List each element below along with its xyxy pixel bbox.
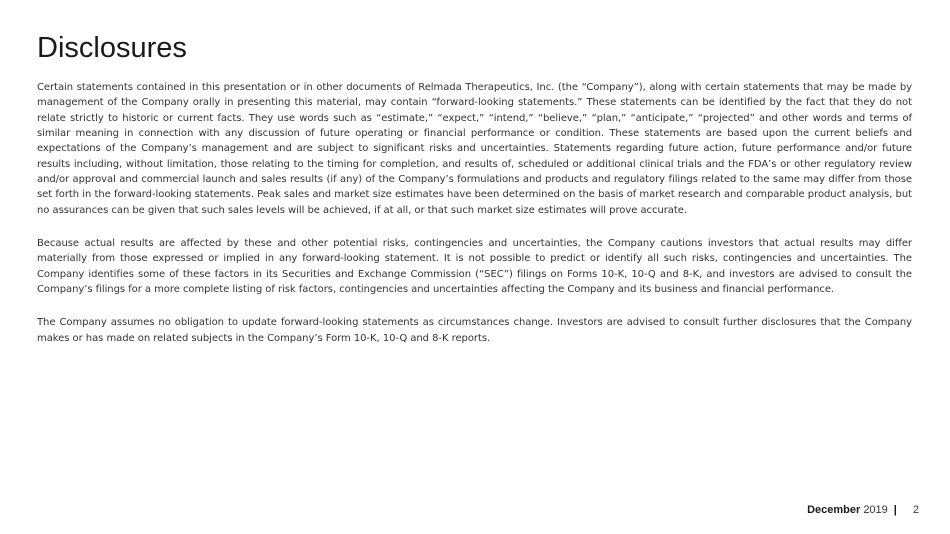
disclosure-paragraph-risks: Because actual results are affected by these and other potential risks, contingencies and uncertainties, the Company cautions investors that actual results may differ materially from those expressed or implied in any forward-looking statement. It is not possible to predict or identify all such risks, contingencies and uncertainties. The Company identifies some of these factors in its Securities and Exchange Commission (“SEC”) filings on Forms 10-K, 10-Q and 8-K, and investors are advised to consult the Company’s filings for a more complete listing of risk factors, contingencies and uncertainties affecting the Company and its business and financial performance. <box>37 238 912 296</box>
footer-separator: | <box>893 504 897 516</box>
footer-year: 2019 <box>863 504 888 516</box>
page-title: Disclosures <box>37 32 187 64</box>
disclosure-paragraph-forward-looking: Certain statements contained in this presentation or in other documents of Relmada Therapeutics, Inc. (the “Company”), along with certain statements that may be made by management of the Company orally in presenting this material, may contain “forward-looking statements.” These statements can be identified by the fact that they do not relate strictly to historic or current facts. They use words such as “estimate,” “expect,” “intend,” “believe,” “plan,” “anticipate,” “projected” and other words and terms of similar meaning in connection with any discussion of future operating or financial performance or condition. These statements are based upon the current beliefs and expectations of the Company’s management and are subject to significant risks and uncertainties. Statements regarding future action, future performance and/or future results including, without limitation, those relating to the timing for completion, and results of, scheduled or additional clinical trials and the FDA’s or other regulatory review and/or approval and commercial launch and sales results (if any) of the Company’s formulations and products and regulatory filings related to the same may differ from those set forth in the forward-looking statements. Peak sales and market size estimates have been determined on the basis of market research and comparable product analysis, but no assurances can be given that such sales levels will be achieved, if at all, or that such market size estimates will prove accurate. <box>37 82 912 216</box>
page-number: 2 <box>912 504 919 516</box>
footer <box>807 502 919 518</box>
footer-month: December <box>807 504 861 516</box>
disclosure-paragraph-no-obligation: The Company assumes no obligation to update forward-looking statements as circumstances change. Investors are advised to consult further disclosures that the Company makes or has made on related subjects in the Company’s Form 10-K, 10-Q and 8-K reports. <box>37 317 912 344</box>
disclosure-body <box>37 80 912 346</box>
